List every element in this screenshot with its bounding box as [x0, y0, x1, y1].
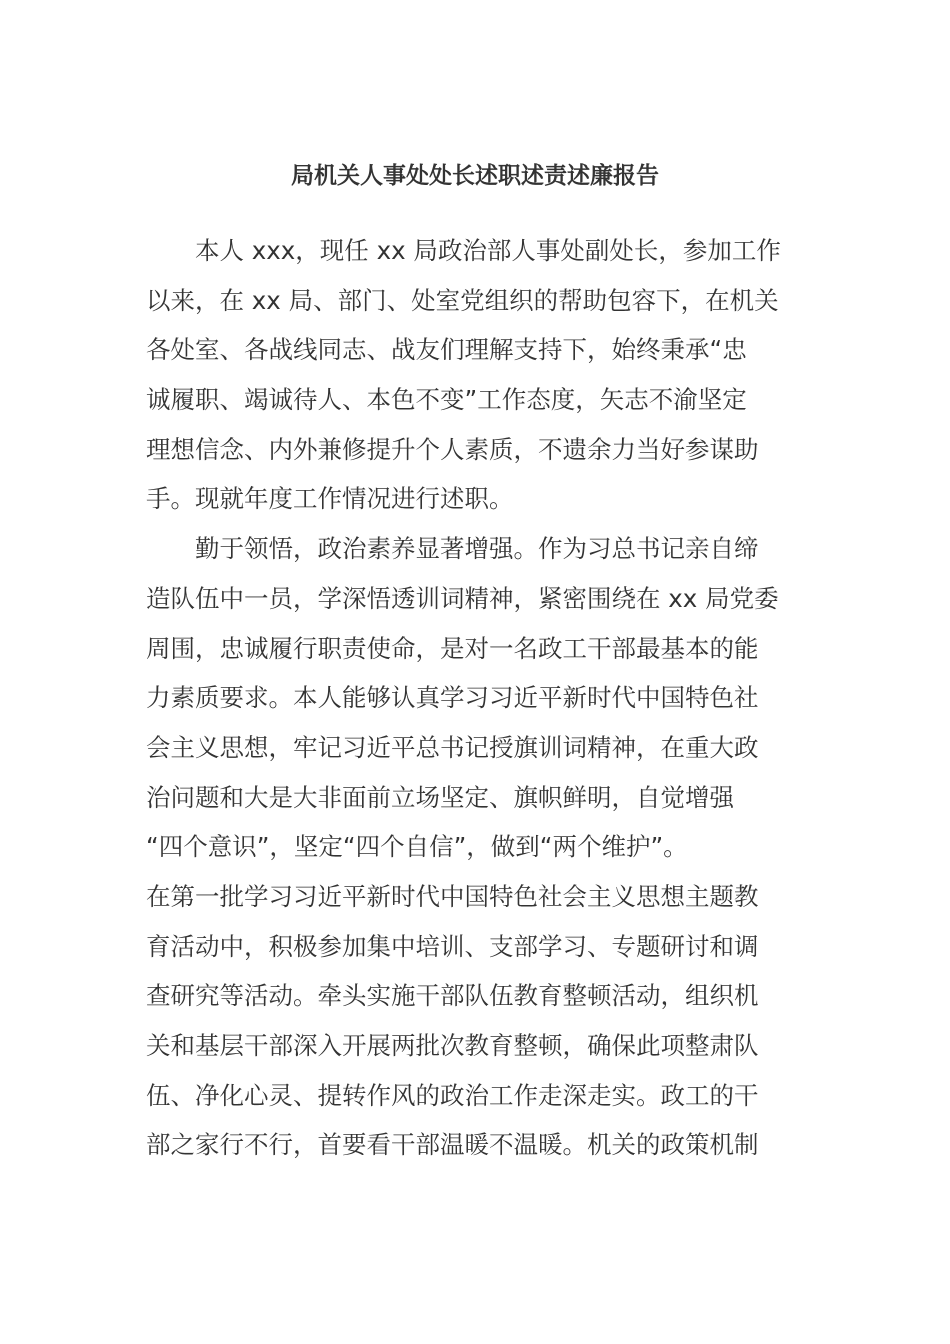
paragraph-line: 查研究等活动。牵头实施干部队伍教育整顿活动，组织机 [146, 981, 759, 1011]
paragraph-line: 在第一批学习习近平新时代中国特色社会主义思想主题教 [146, 881, 759, 911]
paragraph-line: 周围，忠诚履行职责使命，是对一名政工干部最基本的能 [146, 633, 759, 663]
paragraph-line: 各处室、各战线同志、战友们理解支持下，始终秉承“忠 [146, 335, 747, 365]
paragraph-line: 伍、净化心灵、提转作风的政治工作走深走实。政工的干 [146, 1080, 759, 1110]
paragraph-line: 育活动中，积极参加集中培训、支部学习、专题研讨和调 [146, 931, 759, 961]
paragraph-line: 造队伍中一员，学深悟透训词精神，紧密围绕在 xx 局党委 [146, 583, 779, 613]
document-title: 局机关人事处处长述职述责述廉报告 [291, 163, 659, 189]
paragraph-line: 手。现就年度工作情况进行述职。 [146, 484, 514, 514]
paragraph-line: 关和基层干部深入开展两批次教育整顿，确保此项整肃队 [146, 1031, 759, 1060]
paragraph-line: 诚履职、竭诚待人、本色不变”工作态度，矢志不渝坚定 [146, 385, 747, 415]
paragraph-line: 治问题和大是大非面前立场坚定、旗帜鲜明，自觉增强 [146, 782, 734, 812]
paragraph-line: 力素质要求。本人能够认真学习习近平新时代中国特色社 [146, 683, 759, 713]
paragraph-line: 部之家行不行，首要看干部温暖不温暖。机关的政策机制 [146, 1130, 759, 1160]
paragraph-line: 以来，在 xx 局、部门、处室党组织的帮助包容下，在机关 [146, 285, 779, 315]
paragraph-line: 会主义思想，牢记习近平总书记授旗训词精神，在重大政 [146, 732, 759, 762]
paragraph-line: 本人 xxx，现任 xx 局政治部人事处副处长，参加工作 [195, 236, 781, 265]
paragraph-line: 勤于领悟，政治素养显著增强。作为习总书记亲自缔 [195, 534, 759, 564]
paragraph-line: 理想信念、内外兼修提升个人素质，不遗余力当好参谋助 [146, 434, 759, 464]
document-body [146, 226, 806, 1170]
paragraph-line: “四个意识”，坚定“四个自信”，做到“两个维护”。 [146, 832, 688, 862]
